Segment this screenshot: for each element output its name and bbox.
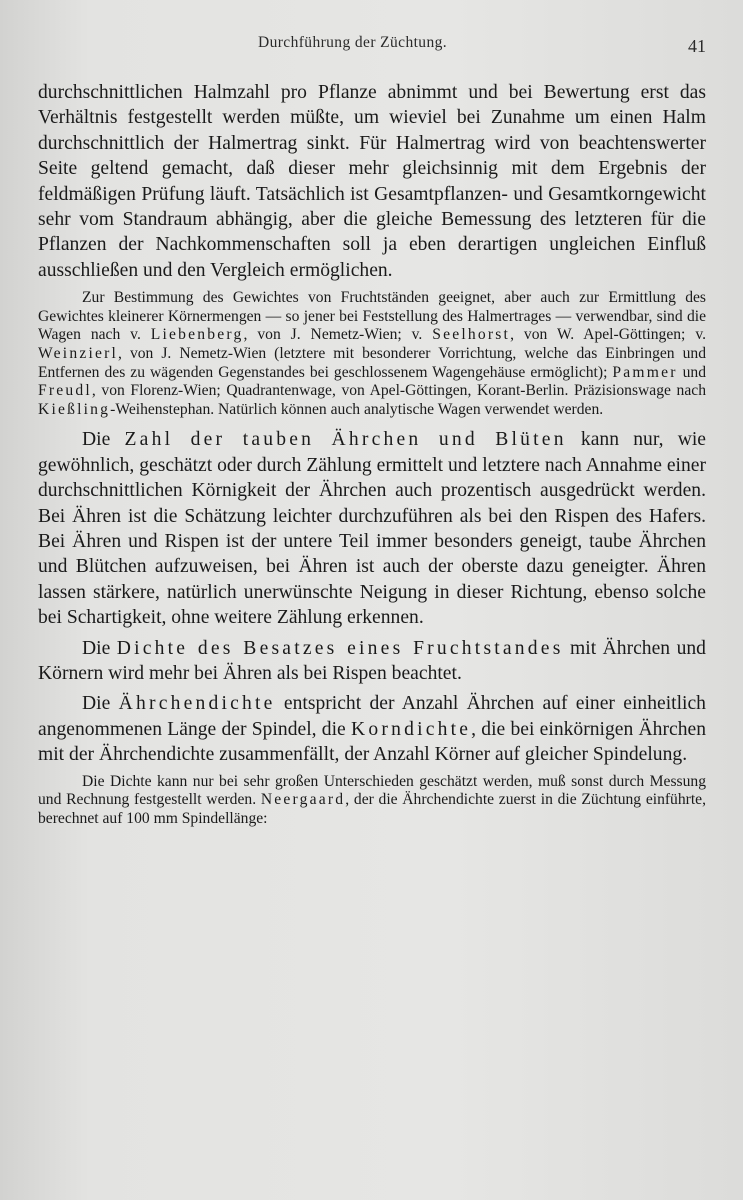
spaced-name: Liebenberg: [150, 326, 244, 344]
note-text: -Weihenstephan. Natürlich können auch analytische Wagen verwendet werden.: [110, 400, 604, 418]
paragraph-text: Die: [82, 429, 125, 451]
spaced-name: Freudl: [38, 382, 92, 400]
note-text: Zur Bestimmung des Gewichtes von Fruchtständen geeignet, aber auch zur Ermittlung des Gewichtes kleinerer Körnermengen — so jener bei Feststellung des Halmertrages — verwendbar, sind die Wagen nach v.: [38, 289, 706, 344]
spaced-name: Kießling: [38, 400, 111, 418]
spaced-term: Ährchendichte: [118, 693, 276, 715]
note-text: , von Florenz-Wien; Quadrantenwage, von Apel-Göttingen, Korant-Berlin. Präzisionswage nach: [91, 382, 706, 400]
spaced-name: Neergaard: [260, 791, 346, 809]
page-header: [0, 34, 743, 58]
body-text: [38, 80, 706, 828]
page-number: 41: [688, 36, 706, 56]
paragraph-text: kann nur, wie gewöhnlich, geschätzt oder durch Zählung ermittelt und letztere nach Annahme einer durchschnittlichen Körnigkeit der Ährchen auch prozentisch ausgedrückt werden. Bei Ähren ist die Schätzung leichter durchzuführen als bei den Rispen des Hafers. Bei Ähren und Rispen ist der untere Teil immer besonders geneigt, taube Ährchen und Blütchen aufzuweisen, bei Ähren ist auch der oberste dazu geneigter. Ähren lassen stärkere, natürlich unerwünschte Neigung in dieser Richtung, ebenso solche bei Schartigkeit, ohne weitere Zählung erkennen.: [38, 429, 706, 629]
paragraph-taube-aehrchen: [38, 427, 706, 630]
paragraph-text: mit Ährchen und Körnern wird mehr bei Ähren als bei Rispen beachtet.: [38, 637, 706, 685]
note-text: , der die Ährchendichte zuerst in die Züchtung einführte, berechnet auf 100 mm Spindellänge:: [38, 791, 706, 827]
spaced-name: Pammer: [612, 363, 678, 381]
spaced-term: Zahl der tauben Ährchen und Blüten: [124, 429, 567, 451]
note-text: , von W. Apel-Göttingen; v.: [510, 326, 706, 344]
paragraph-aehrchendichte: [38, 691, 706, 767]
note-text: Die Dichte kann nur bei sehr großen Unterschieden geschätzt werden, muß sonst durch Messung und Rechnung festgestellt werden.: [38, 772, 706, 809]
paragraph-text: , die bei einkörnigen Ährchen mit der Ährchendichte zusammenfällt, der Anzahl Körner auf gleicher Spindelung.: [38, 718, 706, 766]
footnote-wagen: [38, 289, 706, 419]
paragraph-text: entspricht der Anzahl Ährchen auf einer einheitlich angenommenen Länge der Spindel, die: [38, 693, 706, 740]
note-text: , von J. Nemetz-Wien (letztere mit besonderer Vorrichtung, welche das Einbringen und Entfernen des zu wägenden Gegenstandes bei geschlossenem Wagengehäuse ermöglicht);: [38, 345, 706, 381]
note-text: , von J. Nemetz-Wien; v.: [243, 326, 433, 344]
paragraph-text: Die: [82, 637, 117, 659]
paragraph-text: Die: [82, 693, 119, 715]
note-text: und: [677, 363, 706, 381]
footnote-dichte: [38, 773, 706, 829]
spaced-name: Weinzierl: [38, 345, 119, 363]
paragraph-dichte: [38, 636, 706, 687]
running-head: Durchführung der Züchtung.: [258, 34, 448, 51]
spaced-term: Korndichte: [351, 718, 472, 740]
paragraph-halmertrag: durchschnittlichen Halmzahl pro Pflanze abnimmt und bei Bewertung erst das Verhältnis festgestellt werden müßte, um wieviel bei Zunahme um einen Halm durchschnittlich der Halmertrag sinkt. Für Halmertrag wird von beachtenswerter Seite geltend gemacht, daß dieser mehr gleichsinnig mit dem Ergebnis der feldmäßigen Prüfung läuft. Tatsächlich ist Gesamtpflanzen- und Gesamtkorngewicht sehr vom Standraum abhängig, aber die gleiche Bemessung des letzteren für die Pflanzen der Nachkommenschaften soll ja eben derartigen ungleichen Einfluß ausschließen und den Vergleich ermöglichen.: [38, 82, 706, 281]
spaced-term: Dichte des Besatzes eines Fruchtstandes: [116, 637, 564, 659]
spaced-name: Seelhorst: [432, 326, 511, 344]
